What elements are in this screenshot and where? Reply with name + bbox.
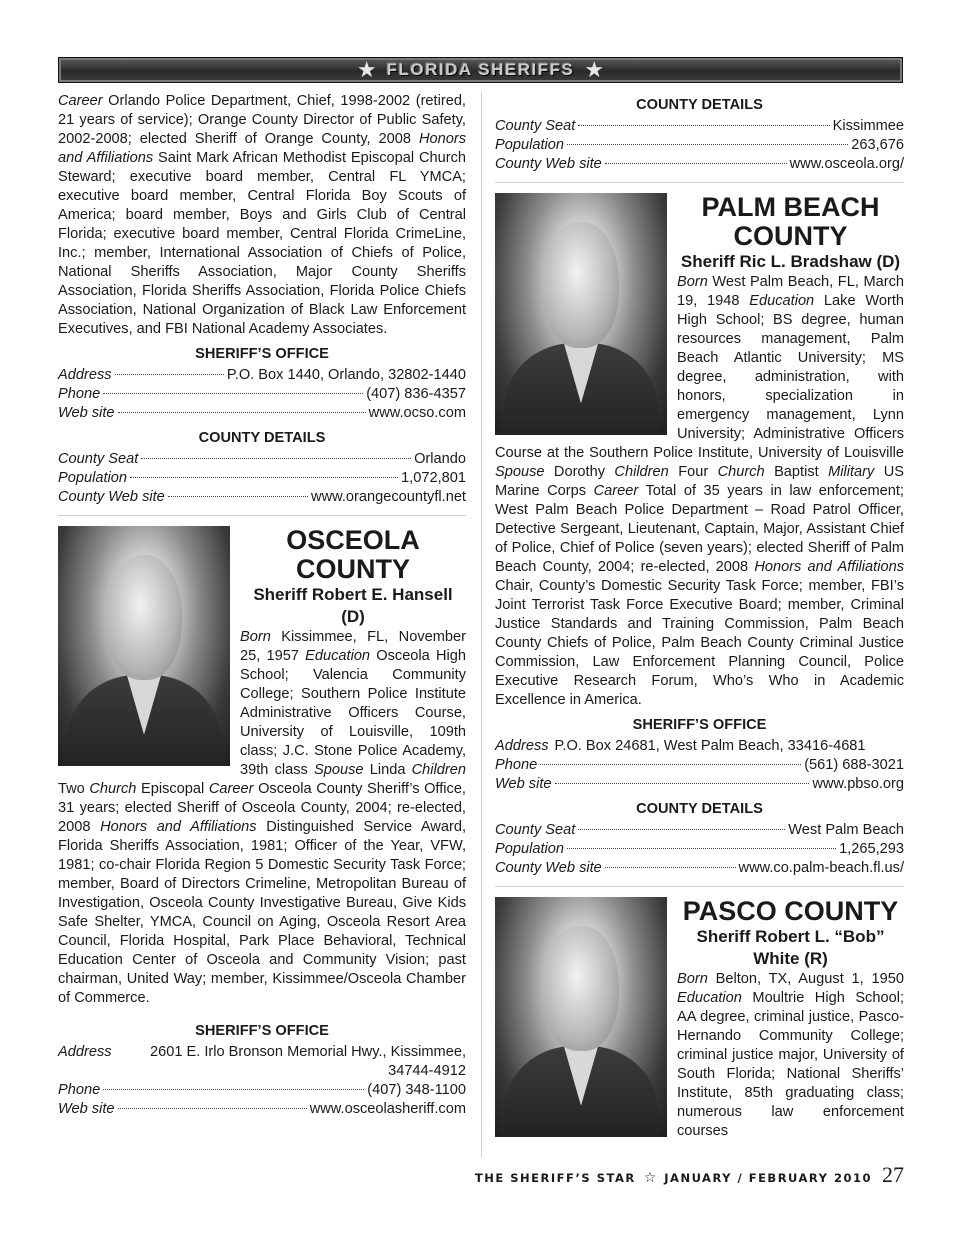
osceola-county-web-link[interactable]: www.osceola.org/ [789, 156, 904, 172]
orange-address-row: Address P.O. Box 1440, Orlando, 32802-1440 [58, 367, 466, 383]
palm-beach-county-title: PALM BEACH COUNTY [701, 192, 880, 251]
orange-office-heading: SHERIFF’S OFFICE [195, 346, 329, 362]
banner-title: FLORIDA SHERIFFS [386, 60, 575, 79]
star-icon: ★ [584, 57, 605, 82]
section-rule [58, 515, 466, 516]
palm-beach-office-heading: SHERIFF’S OFFICE [632, 717, 767, 733]
palm-beach-website-row: Web site www.pbso.org [495, 776, 904, 792]
osceola-phone-row: Phone (407) 348-1100 [58, 1082, 466, 1098]
osceola-office-heading: SHERIFF’S OFFICE [195, 1023, 329, 1039]
page-footer [476, 1162, 904, 1188]
page-number: 27 [882, 1162, 904, 1187]
palm-beach-county-web-link[interactable]: www.co.palm-beach.fl.us/ [738, 860, 904, 876]
orange-county-web-row: County Web site www.orangecountyfl.net [58, 489, 466, 505]
orange-details-heading: COUNTY DETAILS [198, 430, 326, 446]
left-column [58, 92, 466, 1119]
column-divider [481, 92, 482, 1157]
section-rule [495, 182, 904, 183]
palm-beach-profile [495, 193, 904, 710]
osceola-address-row: Address 2601 E. Irlo Bronson Memorial Hwy., Kissimmee, 34744-4912 [58, 1044, 466, 1079]
palm-beach-seat-row: County Seat West Palm Beach [495, 822, 904, 838]
palm-beach-sheriff-photo [495, 193, 667, 435]
palm-beach-population-row: Population 1,265,293 [495, 841, 904, 857]
issue-date: JANUARY / FEBRUARY 2010 [664, 1171, 872, 1185]
palm-beach-details-heading: COUNTY DETAILS [636, 801, 763, 817]
orange-phone-row: Phone (407) 836-4357 [58, 386, 466, 402]
pasco-county-title: PASCO COUNTY [682, 896, 899, 926]
orange-population-row: Population 1,072,801 [58, 470, 466, 486]
pasco-sheriff-name: Sheriff Robert L. “Bob” White (R) [696, 927, 885, 968]
osceola-county-title: OSCEOLA COUNTY [286, 525, 420, 584]
orange-website-row: Web site www.ocso.com [58, 405, 466, 421]
osceola-sheriff-photo [58, 526, 230, 766]
palm-beach-website-link[interactable]: www.pbso.org [812, 776, 904, 792]
pasco-sheriff-photo [495, 897, 667, 1137]
osceola-county-web-row: County Web site www.osceola.org/ [495, 156, 904, 172]
right-column [495, 92, 904, 1141]
pasco-bio: Born Belton, TX, August 1, 1950 Education Moultrie High School; AA degree, criminal justice, Pasco-Hernando Community College; criminal justice major, University of South Florida; National Sheriffs’ Institute, 85th graduating class; numerous law enforcement courses [677, 971, 904, 1139]
star-icon: ★ [356, 57, 377, 82]
orange-county-web-link[interactable]: www.orangecountyfl.net [311, 489, 466, 505]
section-banner [58, 57, 903, 83]
osceola-profile [58, 526, 466, 1008]
orange-website-link[interactable]: www.ocso.com [368, 405, 466, 421]
osceola-population-row: Population 263,676 [495, 137, 904, 153]
osceola-sheriff-name: Sheriff Robert E. Hansell (D) [253, 585, 453, 626]
palm-beach-address-row: Address P.O. Box 24681, West Palm Beach, 33416-4681 [495, 738, 866, 754]
section-rule [495, 886, 904, 887]
osceola-website-link[interactable]: www.osceolasheriff.com [309, 1101, 466, 1117]
osceola-website-row: Web site www.osceolasheriff.com [58, 1101, 466, 1117]
palm-beach-phone-row: Phone (561) 688-3021 [495, 757, 904, 773]
magazine-name: THE SHERIFF’S STAR [474, 1171, 636, 1185]
palm-beach-sheriff-name: Sheriff Ric L. Bradshaw (D) [680, 252, 901, 271]
orange-career-paragraph: Career Orlando Police Department, Chief, 1998-2002 (retired, 21 years of service); Orange County Director of Public Safety, 2002-2008; elected Sheriff of Orange County, 2008 Honors and Affiliations Saint Mark African Methodist Episcopal Church Steward; executive board member, Central FL YMCA; executive board member, Central Florida Boy Scouts of America; board member, Boys and Girls Club of Central Florida; executive board member, Central Florida CrimeLine, Inc.; member, International Association of Chiefs of Police, National Sheriffs Association, Major County Sheriffs Association, Florida Sheriffs Association, Florida Police Chiefs Association, National Organization of Black Law Enforcement Executives, and FBI National Academy Associates. [58, 93, 467, 337]
palm-beach-county-web-row: County Web site www.co.palm-beach.fl.us/ [495, 860, 904, 876]
pasco-profile [495, 897, 904, 1141]
osceola-bio: Born Kissimmee, FL, November 25, 1957 Education Osceola High School; Valencia Community College; Southern Police Institute Administrative Officers Course, University of Louisville, 109th class; J.C. Stone Police Academy, 39th class Spouse Linda Children Two Church Episcopal Career Osceola County Sheriff’s Office, 31 years; elected Sheriff of Osceola County, 2004; re-elected, 2008 Honors and Affiliations Distinguished Service Award, Florida Sheriffs Association, 1981; Officer of the Year, VFW, 1981; co-chair Florida Region 5 Domestic Security Task Force; member, Board of Directors Crimeline, Metropolitan Bureau of Investigation, Osceola County Investigative Bureau, Give Kids Safe Shelter, YMCA, Council on Aging, Osceola Resort Area Council, Florida Hospital, Park Place Behavioral, Technical Education Center of Osceola and Community Vision; past chairman, United Way; member, Kissimmee/Osceola Chamber of Commerce. [58, 629, 466, 1006]
osceola-seat-row: County Seat Kissimmee [495, 118, 904, 134]
osceola-details-heading: COUNTY DETAILS [636, 97, 763, 113]
orange-seat-row: County Seat Orlando [58, 451, 466, 467]
star-outline-icon: ☆ [643, 1169, 657, 1185]
palm-beach-bio: Born West Palm Beach, FL, March 19, 1948 Education Lake Worth High School; BS degree, human resources management, Palm Beach Atlantic University; MS degree, administration, with honors, specialization in emergency management, Lynn University; Administrative Officers Course at the Southern Police Institute, University of Louisville Spouse Dorothy Children Four Church Baptist Military US Marine Corps Career Total of 35 years in law enforcement; West Palm Beach Police Department – Road Patrol Officer, Detective Sergeant, Lieutenant, Captain, Major, Assistant Chief of Police, Chief of Police (seven years); elected Sheriff of Palm Beach County, 2004; re-elected, 2008 Honors and Affiliations Chair, County’s Domestic Security Task Force; member, FBI’s Joint Terrorist Task Force Executive Board; member, Criminal Justice Standards and Training Commission, Palm Beach County Chiefs of Police, Palm Beach County Criminal Justice Commission, Law Enforcement Planning Council, Police Executive Research Forum, Who’s Who in Academic Excellence in America. [495, 274, 904, 708]
